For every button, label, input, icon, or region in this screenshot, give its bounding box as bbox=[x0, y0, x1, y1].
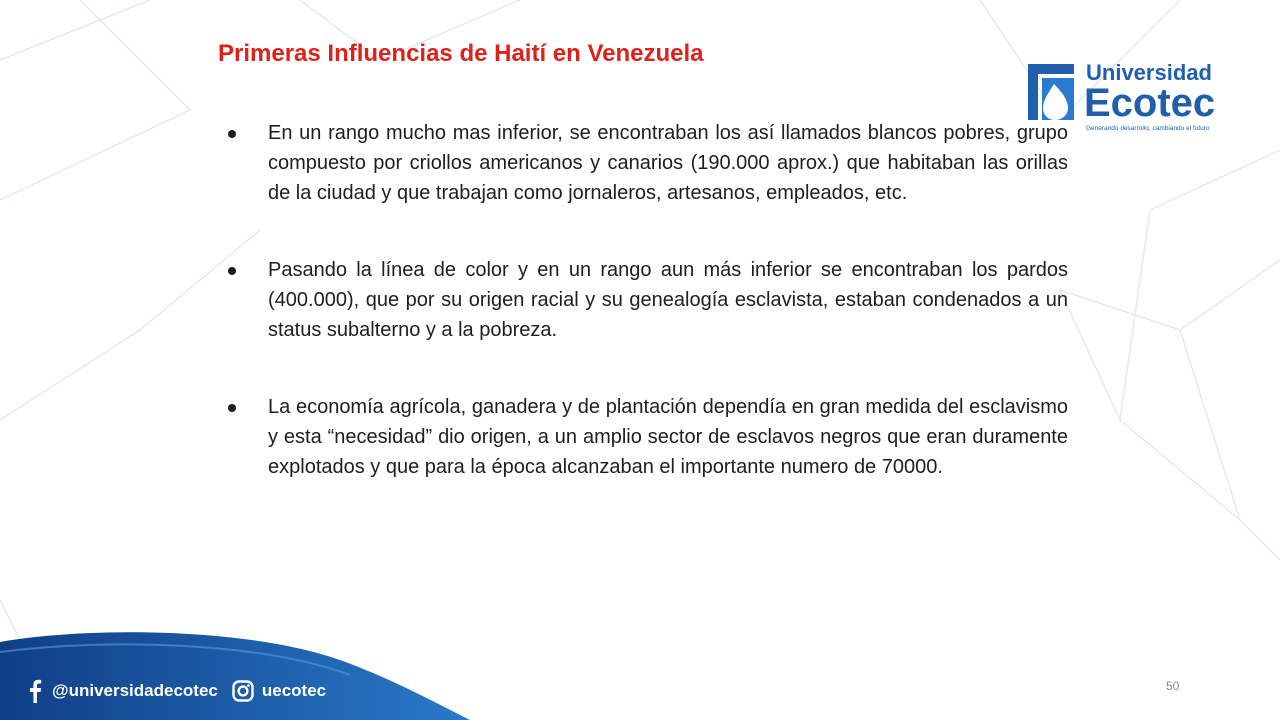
bullet-item bbox=[228, 255, 1068, 345]
instagram-handle[interactable]: uecotec bbox=[261, 681, 327, 700]
bullet-list bbox=[228, 118, 1068, 482]
bullet-dot-icon bbox=[228, 267, 236, 275]
bullet-text: Pasando la línea de color y en un rango aun más inferior se encontraban los pardos (400.000), que por su origen racial y su genealogía esclavista, estaban condenados a un status subalterno y a la pobreza. bbox=[268, 259, 1068, 341]
ecotec-logo-mark-icon bbox=[1028, 64, 1074, 120]
logo-word-universidad: Universidad bbox=[1086, 60, 1212, 85]
bullet-dot-icon bbox=[228, 130, 236, 138]
logo-word-ecotec: Ecotec bbox=[1084, 81, 1216, 125]
bullet-item bbox=[228, 392, 1068, 482]
logo-tagline: Generando desarrollo, cambiando el futuro bbox=[1086, 125, 1210, 132]
facebook-handle[interactable]: @universidadecotec bbox=[52, 681, 218, 700]
bullet-dot-icon bbox=[228, 404, 236, 412]
facebook-icon[interactable] bbox=[28, 679, 42, 703]
page-number: 50 bbox=[1166, 679, 1180, 693]
bullet-text: La economía agrícola, ganadera y de plantación dependía en gran medida del esclavismo y esta “necesidad” dio origen, a un amplio sector de esclavos negros que eran duramente explotados y que para la época alcanzaban el importante numero de 70000. bbox=[268, 396, 1068, 478]
instagram-icon[interactable] bbox=[232, 680, 254, 702]
bullet-text: En un rango mucho mas inferior, se encontraban los así llamados blancos pobres, grupo compuesto por criollos americanos y canarios (190.000 aprox.) que habitaban las orillas de la ciudad y que trabajan como jornaleros, artesanos, empleados, etc. bbox=[268, 122, 1068, 204]
slide-title: Primeras Influencias de Haití en Venezuela bbox=[218, 40, 704, 67]
bullet-item bbox=[228, 118, 1068, 208]
social-handles bbox=[28, 676, 326, 706]
